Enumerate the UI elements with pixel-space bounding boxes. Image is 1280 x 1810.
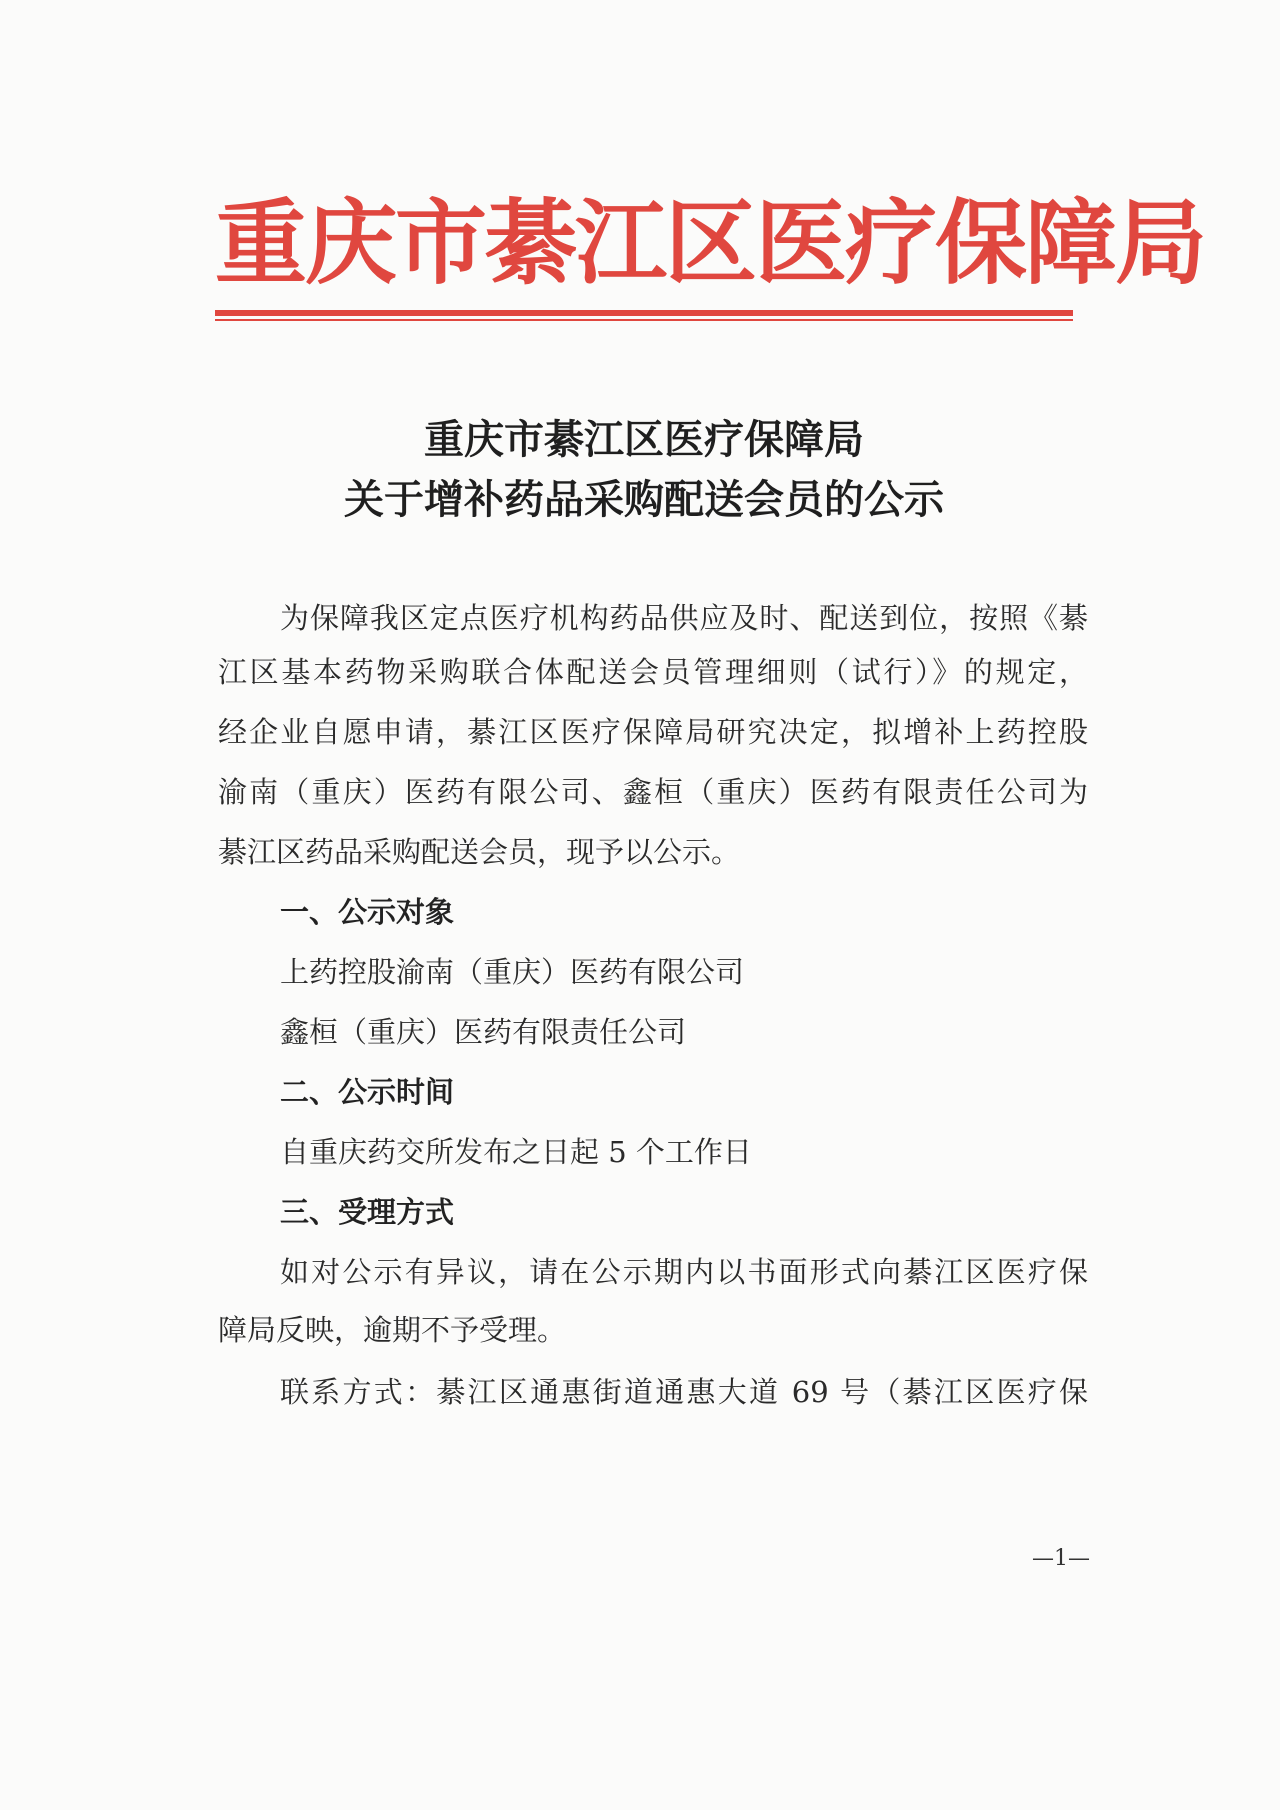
section-1-item-1: 上药控股渝南（重庆）医药有限公司 (280, 955, 745, 989)
section-3-line-2: 障局反映，逾期不予受理。 (218, 1313, 567, 1347)
intro-line-1: 为保障我区定点医疗机构药品供应及时、配送到位，按照《綦 (280, 601, 1088, 635)
section-1-item-2: 鑫桓（重庆）医药有限责任公司 (280, 1015, 687, 1049)
section-2-heading: 二、公示时间 (280, 1075, 455, 1109)
intro-line-3: 经企业自愿申请，綦江区医疗保障局研究决定，拟增补上药控股 (218, 715, 1088, 749)
masthead-org-name: 重庆市綦江区医疗保障局 (215, 189, 1206, 297)
document-title-line-2: 关于增补药品采购配送会员的公示 (344, 476, 944, 523)
section-2-text: 自重庆药交所发布之日起 5 个工作日 (280, 1135, 752, 1169)
masthead-red-rule-thin (215, 319, 1073, 321)
intro-line-4: 渝南（重庆）医药有限公司、鑫桓（重庆）医药有限责任公司为 (218, 775, 1088, 809)
contact-line: 联系方式：綦江区通惠街道通惠大道 69 号（綦江区医疗保 (280, 1375, 1088, 1409)
document-title-line-1: 重庆市綦江区医疗保障局 (424, 416, 864, 463)
section-3-line-1: 如对公示有异议，请在公示期内以书面形式向綦江区医疗保 (280, 1255, 1088, 1289)
masthead-red-rule (215, 310, 1073, 316)
intro-line-2: 江区基本药物采购联合体配送会员管理细则（试行）》的规定， (218, 655, 1088, 689)
intro-line-5: 綦江区药品采购配送会员，现予以公示。 (218, 835, 741, 869)
page-number: —1— (1032, 1546, 1090, 1571)
section-3-heading: 三、受理方式 (280, 1195, 455, 1229)
section-1-heading: 一、公示对象 (280, 895, 455, 929)
